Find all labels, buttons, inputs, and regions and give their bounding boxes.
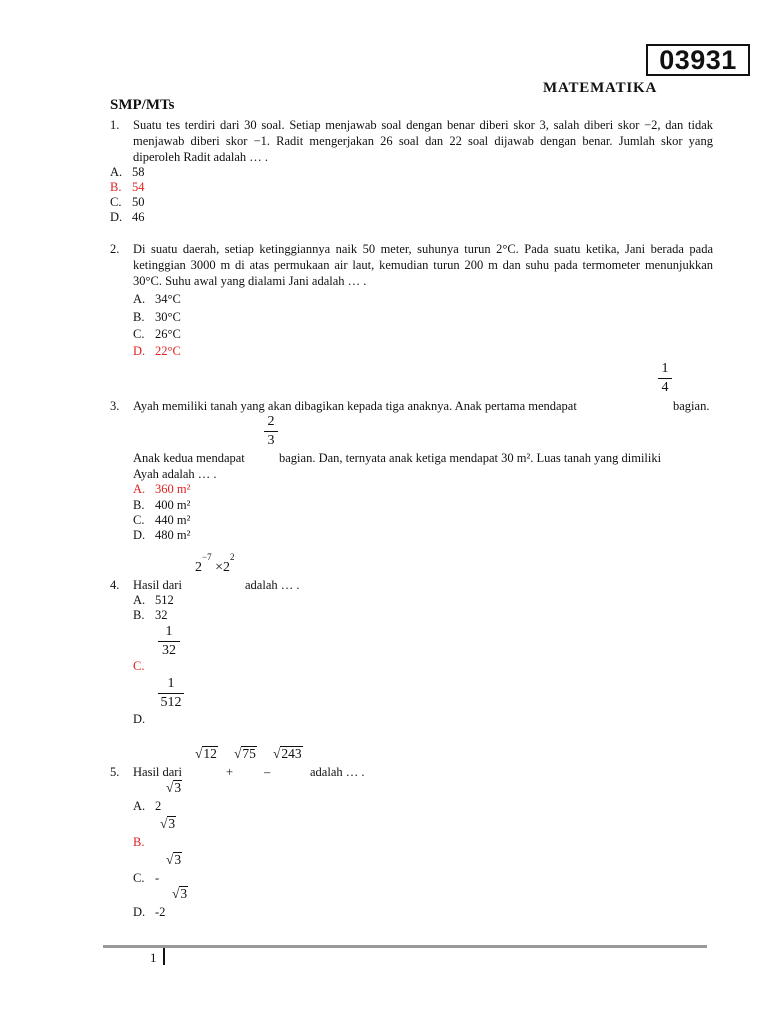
question-4-option-c-fraction: 1 32 [158,625,180,658]
question-3-option-b: B. 400 m² [133,498,191,512]
question-3-option-a: A. 360 m² [133,482,191,496]
question-4-text-start: Hasil dari [133,578,182,592]
question-2-number: 2. [110,242,120,256]
question-5-plus-sign: + [226,765,234,779]
question-3-option-c: C. 440 m² [133,513,191,527]
question-3-line-1: Ayah memiliki tanah yang akan dibagikan kepada tiga anaknya. Anak pertama mendapat [133,399,577,413]
question-3-line-2-start: Anak kedua mendapat [133,451,245,465]
question-3-number: 3. [110,399,120,413]
question-5-number: 5. [110,765,120,779]
question-2-option-b: B. 30°C [133,310,181,324]
page-number: 1 [150,950,157,965]
question-4-option-d-label: D. [133,712,146,726]
question-5-option-b: B. [133,835,145,849]
question-4-text-end: adalah … . [245,578,300,592]
question-1-number: 1. [110,118,120,132]
question-5-minus-sign: – [264,765,271,779]
subject-title: MATEMATIKA [543,80,658,96]
question-1-text: Suatu tes terdiri dari 30 soal. Setiap menjawab soal dengan benar diberi skor 3, salah diberi skor −2, dan tidak menjawab diberi skor −1. Radit mengerjakan 26 soal dan 22 soal dijawab dengan benar. Jumlah skor yang diperoleh Radit adalah … . [133,118,713,164]
question-3-line-2-end: bagian. Dan, ternyata anak ketiga mendapat 30 m². Luas tanah yang dimiliki [279,451,662,465]
question-2-option-d: D. 22°C [133,344,181,358]
question-5-root-75: √75 [234,746,256,761]
question-4-option-d-fraction: 1 512 [158,677,184,710]
question-1-option-d: D. 46 [110,210,145,224]
question-4-option-c-label: C. [133,659,145,673]
document-code: 03931 [646,44,750,76]
question-5-option-a: A. 2 [133,799,162,813]
school-level: SMP/MTs [110,97,175,113]
question-5-root-12: √12 [195,746,217,761]
question-2-text: Di suatu daerah, setiap ketinggiannya naik 50 meter, suhunya turun 2°C. Pada suatu ketika, Jani berada pada ketinggian 3000 m di atas permukaan air laut, kemudian turun 200 m dan suhu pada termometer menunjukkan 30°C. Suhu awal yang dialami Jani adalah … . [133,242,713,288]
question-5-option-c: C. - [133,871,160,885]
question-5-text-start: Hasil dari [133,765,182,779]
question-5-option-d-root: √3 [172,886,188,901]
question-1-option-a: A. 58 [110,165,145,179]
question-4-option-a: A. 512 [133,593,174,607]
question-1-option-c: C. 50 [110,195,145,209]
page-number-separator [163,948,165,965]
question-3-fraction-1: 1 4 [658,362,672,395]
question-3-line-3: Ayah adalah … . [133,467,217,481]
question-3-line-1-end: bagian. [673,399,710,413]
question-3-option-d: D. 480 m² [133,528,191,542]
question-4-number: 4. [110,578,120,592]
footer-divider [103,945,707,948]
question-1-option-b: B. 54 [110,180,145,194]
question-4-option-b: B. 32 [133,608,168,622]
question-5-option-a-root: √3 [166,780,182,795]
question-5-root-243: √243 [273,746,302,761]
question-5-option-c-root: √3 [166,852,182,867]
question-5-option-d: D. -2 [133,905,166,919]
question-3-fraction-2: 2 3 [264,415,278,448]
question-2-option-c: C. 26°C [133,327,181,341]
question-2-option-a: A. 34°C [133,292,181,306]
question-4-expression: $2^{-7} \times 2^2$ [195,552,235,575]
question-5-text-end: adalah … . [310,765,365,779]
question-5-option-b-root: √3 [160,816,176,831]
